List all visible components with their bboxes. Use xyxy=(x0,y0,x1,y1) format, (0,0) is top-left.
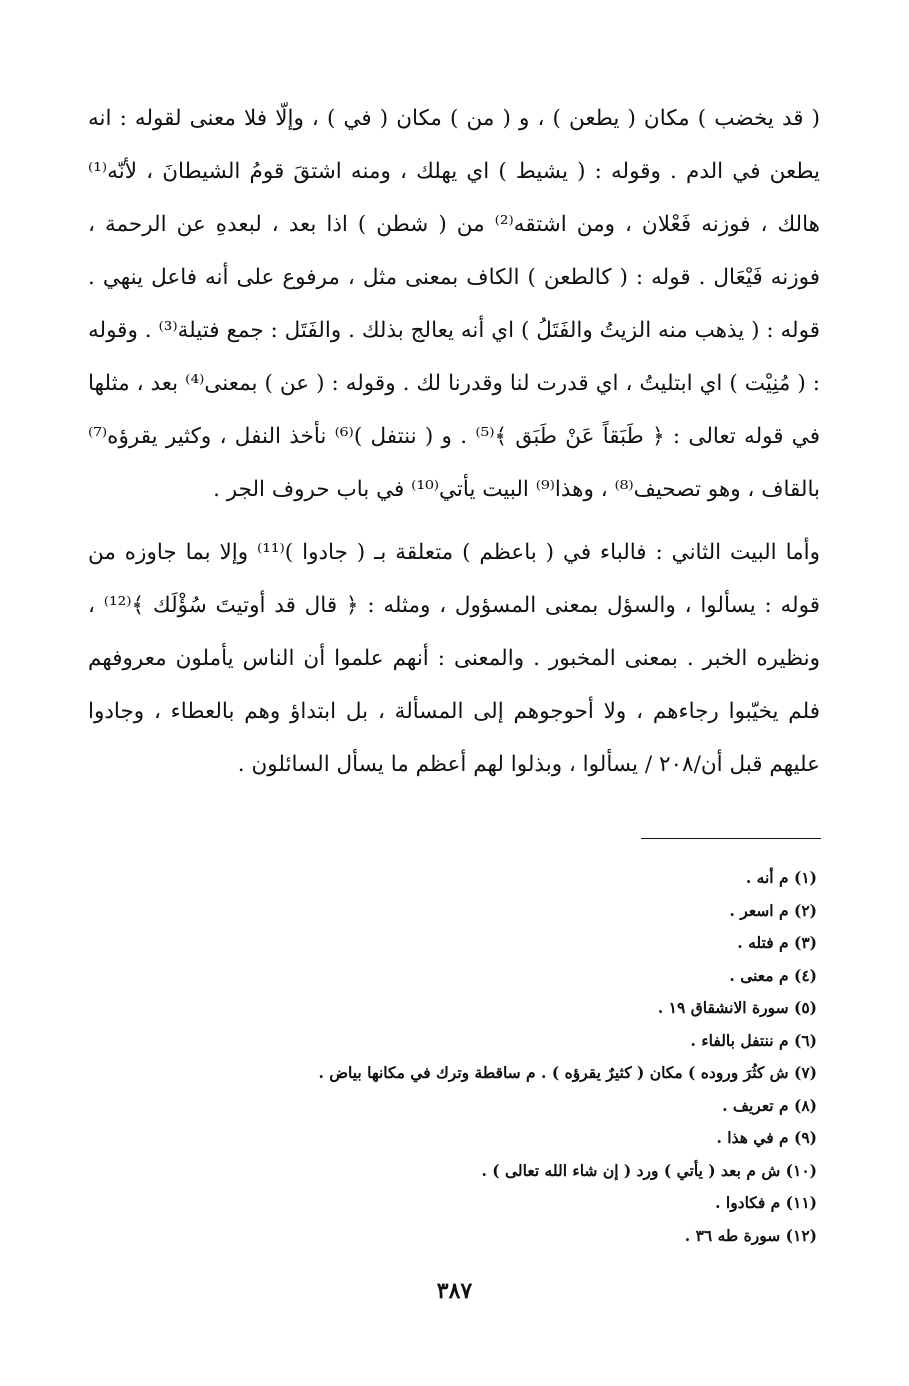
footnote-6: (٦) م ننتفل بالفاء . xyxy=(690,1030,817,1050)
footnote-4: (٤) م معنى . xyxy=(729,965,817,985)
footnote-2: (٢) م اسعر . xyxy=(729,900,817,920)
footnote-11: (١١) م فكادوا . xyxy=(715,1193,817,1212)
footnote-12: (١٢) سورة طه ٣٦ . xyxy=(684,1225,817,1245)
paragraph-2: وأما البيت الثاني : فالباء في ( باعظم ) متعلقة بـ ( جادوا )⁽¹¹⁾ وإلا بما جاوزه من قوله : يسألوا ، والسؤل بمعنى المسؤول ، ومثله : ﴿ قال قد أوتيتَ سُؤْلَك ﴾⁽¹²⁾ ، ونظيره الخبر . بمعنى المخبور . والمعنى : أنهم علموا أن الناس يأملون معروفهم فلم يخيّبوا رجاءهم ، ولا أحوجوهم إلى المسألة ، بل ابتداؤ وهم بالعطاء ، وجادوا عليهم قبل أن/٢٠٨ / يسألوا ، وبذلوا لهم أعظم ما يسأل السائلون . xyxy=(88,540,820,777)
footnote-7: (٧) ش كثُرَ وروده ) مكان ( كثيرٌ يقرؤه ) . م ساقطة وترك في مكانها بياض . xyxy=(318,1063,817,1082)
page-number: ٣٨٧ xyxy=(436,1278,473,1304)
footnote-5: (٥) سورة الانشقاق ١٩ . xyxy=(657,998,817,1017)
footnote-8: (٨) م تعريف . xyxy=(722,1095,817,1115)
footnote-9: (٩) م في هذا . xyxy=(716,1128,817,1147)
footnote-3: (٣) م فتله . xyxy=(737,933,817,952)
main-text xyxy=(88,92,820,791)
footnote-1: (١) م أنه . xyxy=(745,868,817,887)
paragraph-1: ( قد يخضب ) مكان ( يطعن ) ، و ( من ) مكان ( في ) ، وإلّا فلا معنى لقوله : انه يطعن في الدم . وقوله : ( يشيط ) اي يهلك ، ومنه اشتقَ قومُ الشيطانَ ، لأنّه⁽¹⁾ هالك ، فوزنه فَعْلان ، ومن اشتقه⁽²⁾ من ( شطن ) اذا بعد ، لبعدهِ عن الرحمة ، فوزنه فَيْعَال . قوله : ( كالطعن ) الكاف بمعنى مثل ، مرفوع على أنه فاعل ينهي . قوله : ( يذهب منه الزيتُ والفَتَلُ ) اي أنه يعالج بذلك . والفَتَل : جمع فتيلة⁽³⁾ . وقوله : ( مُنِيْت ) اي ابتليتُ ، اي قدرت لنا وقدرنا لك . وقوله : ( عن ) بمعنى⁽⁴⁾ بعد ، مثلها في قوله تعالى : ﴿ طَبَقاً عَنْ طَبَق ﴾⁽⁵⁾ . و ( ننتفل )⁽⁶⁾ نأخذ النفل ، وكثير يقرؤه⁽⁷⁾ بالقاف ، وهو تصحيف⁽⁸⁾ ، وهذا⁽⁹⁾ البيت يأتي⁽¹⁰⁾ في باب حروف الجر . xyxy=(88,106,821,502)
footnote-separator xyxy=(641,838,821,839)
footnote-10: (١٠) ش م بعد ( يأتي ) ورد ( إن شاء الله تعالى ) . xyxy=(481,1160,817,1180)
footnotes-list xyxy=(197,862,817,1252)
